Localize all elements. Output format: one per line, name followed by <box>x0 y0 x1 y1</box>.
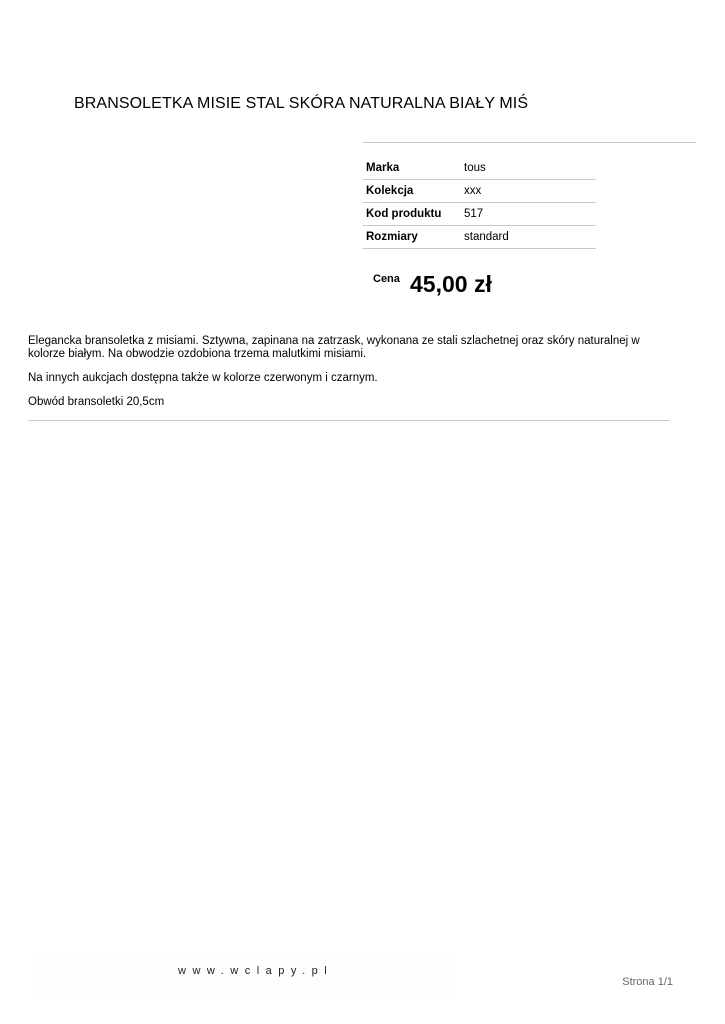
brand-logo-watermark <box>32 30 220 82</box>
spec-value: standard <box>461 226 596 249</box>
spec-value: tous <box>461 157 596 180</box>
spec-value: 517 <box>461 203 596 226</box>
footer-banner <box>32 954 454 1000</box>
spec-label: Rozmiary <box>363 226 461 249</box>
description-paragraph: Na innych aukcjach dostępna także w kolorze czerwonym i czarnym. <box>28 372 378 384</box>
spec-value: xxx <box>461 180 596 203</box>
description-paragraph: Obwód bransoletki 20,5cm <box>28 396 165 408</box>
spec-row <box>363 203 596 226</box>
spec-table <box>363 157 596 249</box>
spec-label: Kolekcja <box>363 180 461 203</box>
spec-label: Marka <box>363 157 461 180</box>
page-number: Strona 1/1 <box>622 976 673 988</box>
spec-row <box>363 226 596 249</box>
divider <box>28 420 670 421</box>
product-description <box>28 335 668 420</box>
price-label: Cena <box>373 273 400 285</box>
divider <box>363 142 696 143</box>
spec-label: Kod produktu <box>363 203 461 226</box>
product-title: BRANSOLETKA MISIE STAL SKÓRA NATURALNA BIAŁY MIŚ <box>74 95 529 112</box>
spec-row <box>363 180 596 203</box>
description-paragraph: Elegancka bransoletka z misiami. Sztywna, zapinana na zatrzask, wykonana ze stali szlachetnej oraz skóry naturalnej w kolorze białym. Na obwodzie ozdobiona trzema malutkimi misiami. <box>28 335 640 360</box>
spec-row <box>363 157 596 180</box>
price-value: 45,00 zł <box>410 271 492 297</box>
footer-url: www.wclapy.pl <box>178 965 334 977</box>
